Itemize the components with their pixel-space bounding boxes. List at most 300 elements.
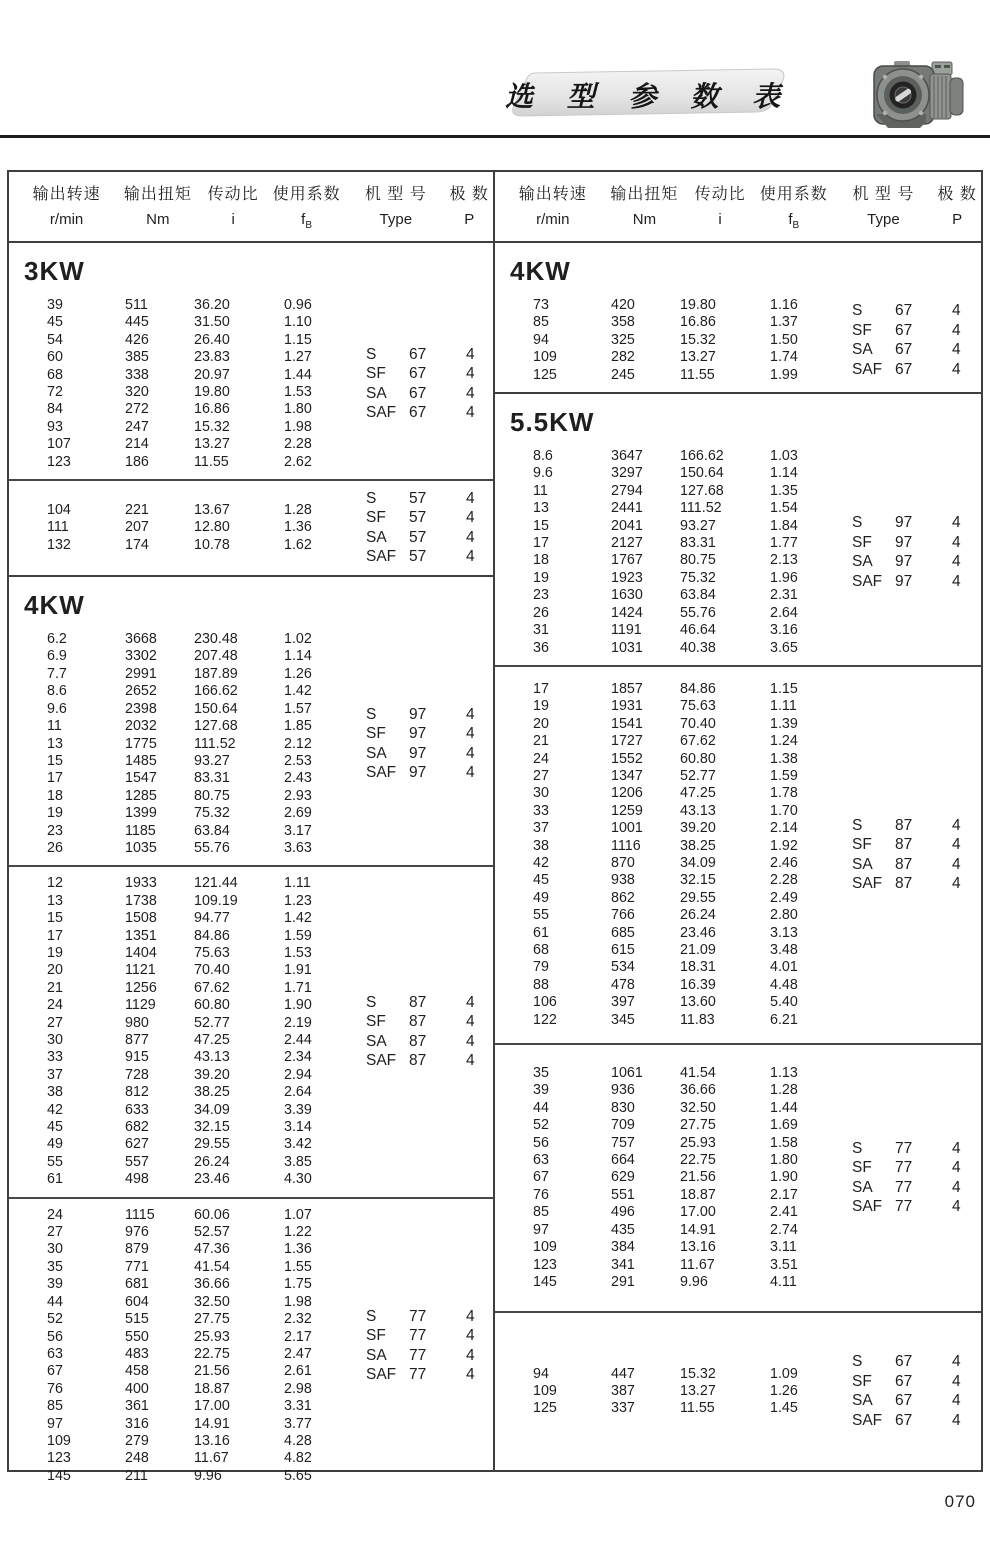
torque-cell: 435: [611, 1221, 635, 1238]
speed-cell: 55: [533, 907, 549, 924]
torque-cell: 1129: [125, 997, 156, 1014]
poles-value: 4: [466, 744, 475, 762]
type-series: SAF: [366, 548, 397, 566]
torque-cell: 1191: [611, 622, 642, 639]
service-factor-cell: 1.35: [770, 482, 798, 499]
torque-cell: 207: [125, 519, 149, 536]
torque-cell: 1206: [611, 785, 643, 802]
column-header: [834, 181, 934, 231]
service-factor-cell: 1.28: [770, 1082, 798, 1099]
torque-cell: 615: [611, 942, 635, 958]
type-size: 67: [409, 365, 427, 383]
speed-cell: 36: [533, 639, 549, 656]
torque-cell: 604: [125, 1293, 149, 1310]
speed-cell: 67: [533, 1169, 549, 1186]
torque-cell: 291: [611, 1273, 635, 1290]
speed-cell: 123: [47, 453, 71, 470]
speed-cell: 24: [47, 997, 63, 1014]
torque-cell: 685: [611, 924, 635, 941]
ratio-cell: 14.91: [194, 1415, 230, 1432]
torque-cell: 3297: [611, 465, 643, 482]
torque-cell: 511: [125, 297, 148, 313]
type-row: [366, 1326, 493, 1346]
poles-value: 4: [466, 1366, 475, 1384]
torque-cell: 320: [125, 384, 149, 401]
service-factor-cell: 1.57: [284, 700, 312, 717]
torque-cell: 2127: [611, 535, 643, 552]
speed-cell: 145: [533, 1273, 557, 1290]
ratio-cell: 29.55: [194, 1136, 230, 1153]
poles-value: 4: [952, 1178, 961, 1196]
ratio-cell: 67.62: [680, 733, 716, 750]
torque-cell: 325: [611, 331, 635, 348]
speed-cell: 49: [533, 889, 549, 906]
type-size: 87: [409, 1013, 427, 1031]
torque-cell: 1347: [611, 767, 643, 784]
service-factor-cell: 1.02: [284, 631, 312, 648]
service-factor-cell: 5.65: [284, 1467, 312, 1484]
type-size: 67: [895, 1372, 913, 1390]
type-series: SF: [852, 1159, 872, 1177]
service-factor-cell: 3.51: [770, 1256, 798, 1273]
ratio-cell: 26.24: [194, 1153, 230, 1170]
speed-cell: 76: [533, 1186, 549, 1203]
torque-cell: 478: [611, 976, 635, 993]
ratio-cell: 14.91: [680, 1221, 716, 1238]
type-row: [852, 874, 980, 894]
type-series: SAF: [852, 360, 883, 378]
torque-cell: 387: [611, 1382, 635, 1399]
power-rating-label: 5.5KW: [510, 407, 595, 438]
speed-cell: 45: [533, 872, 549, 889]
column-header: [17, 181, 116, 231]
numeric-rows: [47, 502, 354, 554]
ratio-cell: 39.20: [194, 1066, 230, 1083]
speed-cell: 7.7: [47, 665, 67, 682]
torque-cell: 1001: [611, 820, 643, 837]
speed-cell: 125: [533, 366, 557, 383]
speed-cell: 45: [47, 1119, 63, 1136]
column-unit: $f_B$: [788, 211, 800, 231]
type-size: 77: [895, 1178, 913, 1196]
service-factor-cell: 1.96: [770, 569, 798, 586]
torque-cell: 1256: [125, 979, 157, 996]
type-list: [366, 489, 493, 567]
speed-cell: 26: [47, 839, 63, 856]
torque-cell: 1115: [125, 1206, 155, 1223]
numeric-rows: [47, 1207, 354, 1486]
service-factor-cell: 1.27: [284, 349, 312, 366]
torque-cell: 1185: [125, 822, 156, 839]
column-header: [199, 181, 266, 231]
speed-cell: 123: [533, 1256, 557, 1273]
type-row: [366, 1032, 493, 1052]
torque-cell: 728: [125, 1066, 149, 1083]
poles-value: 4: [466, 1307, 475, 1325]
numeric-rows: [47, 297, 354, 471]
service-factor-cell: 4.28: [284, 1432, 312, 1449]
type-size: 97: [409, 744, 427, 762]
torque-cell: 766: [611, 907, 635, 924]
service-factor-cell: 1.85: [284, 718, 312, 735]
numeric-rows: [533, 448, 840, 657]
torque-cell: 1931: [611, 698, 643, 715]
ratio-cell: 34.09: [680, 854, 716, 871]
type-series: SAF: [366, 1366, 397, 1384]
ratio-cell: 13.67: [194, 501, 230, 518]
torque-cell: 879: [125, 1241, 149, 1258]
torque-cell: 664: [611, 1152, 635, 1169]
speed-cell: 76: [47, 1380, 63, 1397]
service-factor-cell: 1.98: [284, 1293, 312, 1310]
service-factor-cell: 5.40: [770, 994, 798, 1011]
torque-cell: 1031: [611, 639, 643, 656]
type-row: [366, 345, 493, 365]
numeric-rows: [533, 297, 840, 384]
poles-value: 4: [466, 1346, 475, 1364]
column-unit: P: [952, 211, 963, 228]
poles-value: 4: [952, 875, 961, 893]
speed-cell: 85: [533, 1204, 549, 1221]
column-unit: Nm: [146, 211, 170, 228]
type-size: 77: [409, 1346, 427, 1364]
data-block: [9, 1197, 493, 1494]
numeric-rows: [47, 631, 354, 857]
numeric-rows: [533, 681, 840, 1029]
type-row: [366, 1365, 493, 1385]
torque-cell: 338: [125, 366, 149, 383]
type-series: SF: [852, 1372, 872, 1390]
ratio-cell: 18.87: [680, 1186, 716, 1203]
torque-cell: 1351: [125, 927, 157, 944]
type-size: 77: [895, 1159, 913, 1177]
ratio-cell: 15.32: [680, 1365, 716, 1382]
torque-cell: 496: [611, 1204, 635, 1221]
speed-cell: 61: [533, 924, 549, 941]
poles-value: 4: [952, 321, 961, 339]
speed-cell: 122: [533, 1011, 557, 1028]
data-block: [495, 665, 981, 1043]
service-factor-cell: 2.44: [284, 1032, 312, 1048]
speed-cell: 52: [47, 1311, 63, 1328]
speed-cell: 79: [533, 959, 549, 976]
data-block: [9, 865, 493, 1196]
column-unit: i: [231, 211, 235, 228]
ratio-cell: 13.27: [680, 349, 716, 366]
poles-value: 4: [952, 572, 961, 590]
type-size: 87: [409, 1052, 427, 1070]
type-row: [366, 548, 493, 568]
speed-cell: 39: [533, 1082, 549, 1099]
type-series: S: [366, 1307, 377, 1325]
type-series: SAF: [366, 764, 397, 782]
poles-value: 4: [466, 1327, 475, 1345]
speed-cell: 73: [533, 297, 549, 313]
ratio-cell: 75.32: [680, 569, 716, 586]
type-row: [852, 855, 980, 875]
poles-value: 4: [952, 1392, 961, 1410]
service-factor-cell: 1.92: [770, 837, 798, 854]
speed-cell: 109: [533, 1382, 557, 1399]
type-size: 67: [409, 404, 427, 422]
torque-cell: 248: [125, 1450, 149, 1467]
type-row: [852, 552, 980, 572]
torque-cell: 1541: [611, 715, 643, 732]
service-factor-cell: 6.21: [770, 1011, 798, 1028]
torque-cell: 534: [611, 959, 635, 976]
service-factor-cell: 1.45: [770, 1400, 798, 1417]
type-size: 77: [895, 1198, 913, 1216]
ratio-cell: 13.60: [680, 994, 716, 1011]
type-size: 67: [895, 341, 913, 359]
type-row: [366, 489, 493, 509]
speed-cell: 60: [47, 349, 63, 366]
column-label: 极 数: [937, 186, 977, 203]
torque-cell: 629: [611, 1169, 635, 1186]
service-factor-cell: 2.43: [284, 770, 312, 787]
poles-value: 4: [952, 816, 961, 834]
speed-cell: 33: [47, 1049, 63, 1066]
ratio-cell: 63.84: [194, 822, 230, 839]
service-factor-cell: 1.07: [284, 1206, 312, 1223]
type-row: [366, 509, 493, 529]
poles-value: 4: [466, 993, 475, 1011]
service-factor-cell: 1.53: [284, 944, 312, 961]
ratio-cell: 11.55: [680, 1400, 715, 1417]
type-row: [852, 1372, 980, 1392]
torque-cell: 812: [125, 1084, 149, 1101]
type-series: SA: [366, 744, 387, 762]
ratio-cell: 84.86: [194, 927, 230, 944]
torque-cell: 445: [125, 314, 149, 331]
service-factor-cell: 1.90: [770, 1169, 798, 1186]
type-row: [852, 321, 980, 341]
power-rating-label: 4KW: [510, 256, 571, 286]
type-row: [852, 1178, 980, 1198]
service-factor-cell: 1.80: [770, 1152, 798, 1169]
ratio-cell: 21.56: [194, 1363, 230, 1380]
column-unit: Type: [867, 211, 900, 228]
ratio-cell: 52.57: [194, 1224, 230, 1241]
data-block: [495, 1043, 981, 1311]
ratio-cell: 150.64: [680, 465, 724, 482]
service-factor-cell: 3.48: [770, 942, 798, 958]
speed-cell: 42: [47, 1101, 63, 1118]
speed-cell: 68: [533, 942, 549, 958]
column-label: 机 型 号: [852, 186, 915, 203]
speed-cell: 9.6: [533, 465, 553, 482]
service-factor-cell: 2.94: [284, 1066, 312, 1083]
torque-cell: 397: [611, 994, 635, 1011]
service-factor-cell: 1.91: [284, 962, 312, 979]
torque-cell: 1552: [611, 750, 643, 767]
column-header: [116, 181, 199, 231]
speed-cell: 21: [47, 979, 63, 996]
type-size: 87: [409, 993, 427, 1011]
column-label: 传动比: [207, 186, 259, 203]
ratio-cell: 40.38: [680, 639, 716, 656]
ratio-cell: 13.27: [680, 1382, 716, 1399]
type-size: 67: [895, 302, 913, 320]
torque-cell: 550: [125, 1328, 149, 1345]
torque-cell: 1121: [125, 962, 156, 979]
ratio-cell: 70.40: [680, 715, 716, 732]
type-row: [366, 764, 493, 784]
torque-cell: 633: [125, 1101, 149, 1118]
torque-cell: 1508: [125, 910, 157, 927]
ratio-cell: 36.66: [680, 1082, 716, 1099]
torque-cell: 447: [611, 1365, 635, 1382]
torque-cell: 2991: [125, 665, 157, 682]
type-size: 67: [895, 1392, 913, 1410]
ratio-cell: 10.78: [194, 536, 230, 553]
torque-cell: 2794: [611, 482, 643, 499]
type-series: S: [852, 514, 863, 532]
service-factor-cell: 2.74: [770, 1221, 798, 1238]
torque-cell: 1738: [125, 892, 157, 909]
type-row: [852, 533, 980, 553]
ratio-cell: 16.39: [680, 976, 716, 993]
speed-cell: 6.9: [47, 648, 67, 665]
service-factor-cell: 1.90: [284, 997, 312, 1014]
torque-cell: 214: [125, 436, 149, 453]
type-series: S: [852, 816, 863, 834]
service-factor-cell: 1.10: [284, 314, 312, 331]
speed-cell: 26: [533, 604, 549, 621]
torque-cell: 186: [125, 453, 149, 470]
type-size: 97: [895, 514, 913, 532]
speed-cell: 94: [533, 1365, 549, 1382]
torque-cell: 936: [611, 1082, 635, 1099]
speed-cell: 17: [533, 680, 549, 697]
torque-cell: 1116: [611, 837, 641, 854]
service-factor-cell: 1.55: [284, 1258, 312, 1275]
speed-cell: 106: [533, 994, 557, 1011]
service-factor-cell: 2.62: [284, 453, 312, 470]
speed-cell: 97: [533, 1221, 549, 1238]
torque-cell: 211: [125, 1467, 148, 1484]
speed-cell: 44: [47, 1293, 63, 1310]
torque-cell: 483: [125, 1345, 149, 1362]
ratio-cell: 19.80: [680, 297, 716, 313]
torque-cell: 2398: [125, 700, 157, 717]
type-size: 97: [409, 705, 427, 723]
service-factor-cell: 1.71: [284, 979, 312, 996]
type-series: SA: [366, 384, 387, 402]
service-factor-cell: 2.49: [770, 889, 798, 906]
ratio-cell: 230.48: [194, 631, 238, 648]
type-series: S: [852, 302, 863, 320]
column-header: [754, 181, 834, 231]
speed-cell: 125: [533, 1400, 557, 1417]
torque-cell: 247: [125, 418, 149, 435]
ratio-cell: 11.67: [194, 1450, 229, 1467]
speed-cell: 109: [47, 1432, 71, 1449]
service-factor-cell: 2.17: [770, 1186, 798, 1203]
torque-cell: 384: [611, 1239, 635, 1256]
ratio-cell: 38.25: [194, 1084, 230, 1101]
torque-cell: 1630: [611, 587, 643, 604]
type-size: 87: [895, 836, 913, 854]
speed-cell: 31: [533, 622, 549, 639]
speed-cell: 15: [47, 752, 63, 769]
speed-cell: 9.6: [47, 700, 67, 717]
column-header: [346, 181, 445, 231]
torque-cell: 316: [125, 1415, 149, 1432]
speed-cell: 63: [533, 1152, 549, 1169]
type-series: SA: [852, 553, 873, 571]
torque-cell: 1727: [611, 733, 643, 750]
torque-cell: 771: [125, 1258, 149, 1275]
torque-cell: 458: [125, 1363, 149, 1380]
type-series: SF: [852, 533, 872, 551]
ratio-cell: 94.77: [194, 910, 230, 927]
torque-cell: 3668: [125, 631, 157, 648]
type-list: [366, 345, 493, 423]
speed-cell: 93: [47, 418, 63, 435]
type-list: [852, 513, 980, 591]
ratio-cell: 23.83: [194, 349, 230, 366]
type-row: [852, 513, 980, 533]
power-section: [9, 243, 493, 575]
type-row: [366, 384, 493, 404]
column-header: [603, 181, 687, 231]
speed-cell: 18: [533, 552, 549, 569]
torque-cell: 245: [611, 366, 635, 383]
type-list: [366, 705, 493, 783]
service-factor-cell: 3.17: [284, 822, 312, 839]
torque-cell: 2032: [125, 718, 157, 735]
service-factor-cell: 1.26: [284, 665, 312, 682]
type-series: SF: [366, 509, 386, 527]
page-title: 选 型 参 数 表: [505, 81, 794, 112]
ratio-cell: 52.77: [680, 767, 716, 784]
ratio-cell: 15.32: [194, 418, 230, 435]
torque-cell: 938: [611, 872, 635, 889]
column-label: 机 型 号: [364, 186, 427, 203]
service-factor-cell: 2.31: [770, 587, 798, 604]
speed-cell: 13: [47, 735, 63, 752]
poles-value: 4: [952, 533, 961, 551]
service-factor-cell: 2.53: [284, 752, 312, 769]
speed-cell: 145: [47, 1467, 71, 1484]
type-size: 77: [409, 1327, 427, 1345]
poles-value: 4: [952, 553, 961, 571]
speed-cell: 8.6: [47, 683, 67, 700]
torque-cell: 980: [125, 1014, 149, 1031]
type-row: [852, 1139, 980, 1159]
speed-cell: 11: [533, 482, 548, 499]
torque-cell: 358: [611, 314, 635, 331]
type-series: S: [852, 1353, 863, 1371]
speed-cell: 13: [533, 500, 549, 517]
column-header: [933, 181, 981, 231]
table-column-right: [495, 172, 981, 1470]
speed-cell: 67: [47, 1363, 63, 1380]
type-series: SF: [852, 321, 872, 339]
column-header: [267, 181, 346, 231]
type-series: SAF: [852, 875, 883, 893]
ratio-cell: 93.27: [680, 517, 716, 534]
poles-value: 4: [952, 1198, 961, 1216]
torque-cell: 1035: [125, 839, 157, 856]
ratio-cell: 36.66: [194, 1276, 230, 1293]
torque-cell: 341: [611, 1256, 635, 1273]
type-list: [852, 1353, 980, 1431]
column-unit: r/min: [49, 211, 84, 228]
speed-cell: 49: [47, 1136, 63, 1153]
torque-cell: 498: [125, 1171, 149, 1188]
